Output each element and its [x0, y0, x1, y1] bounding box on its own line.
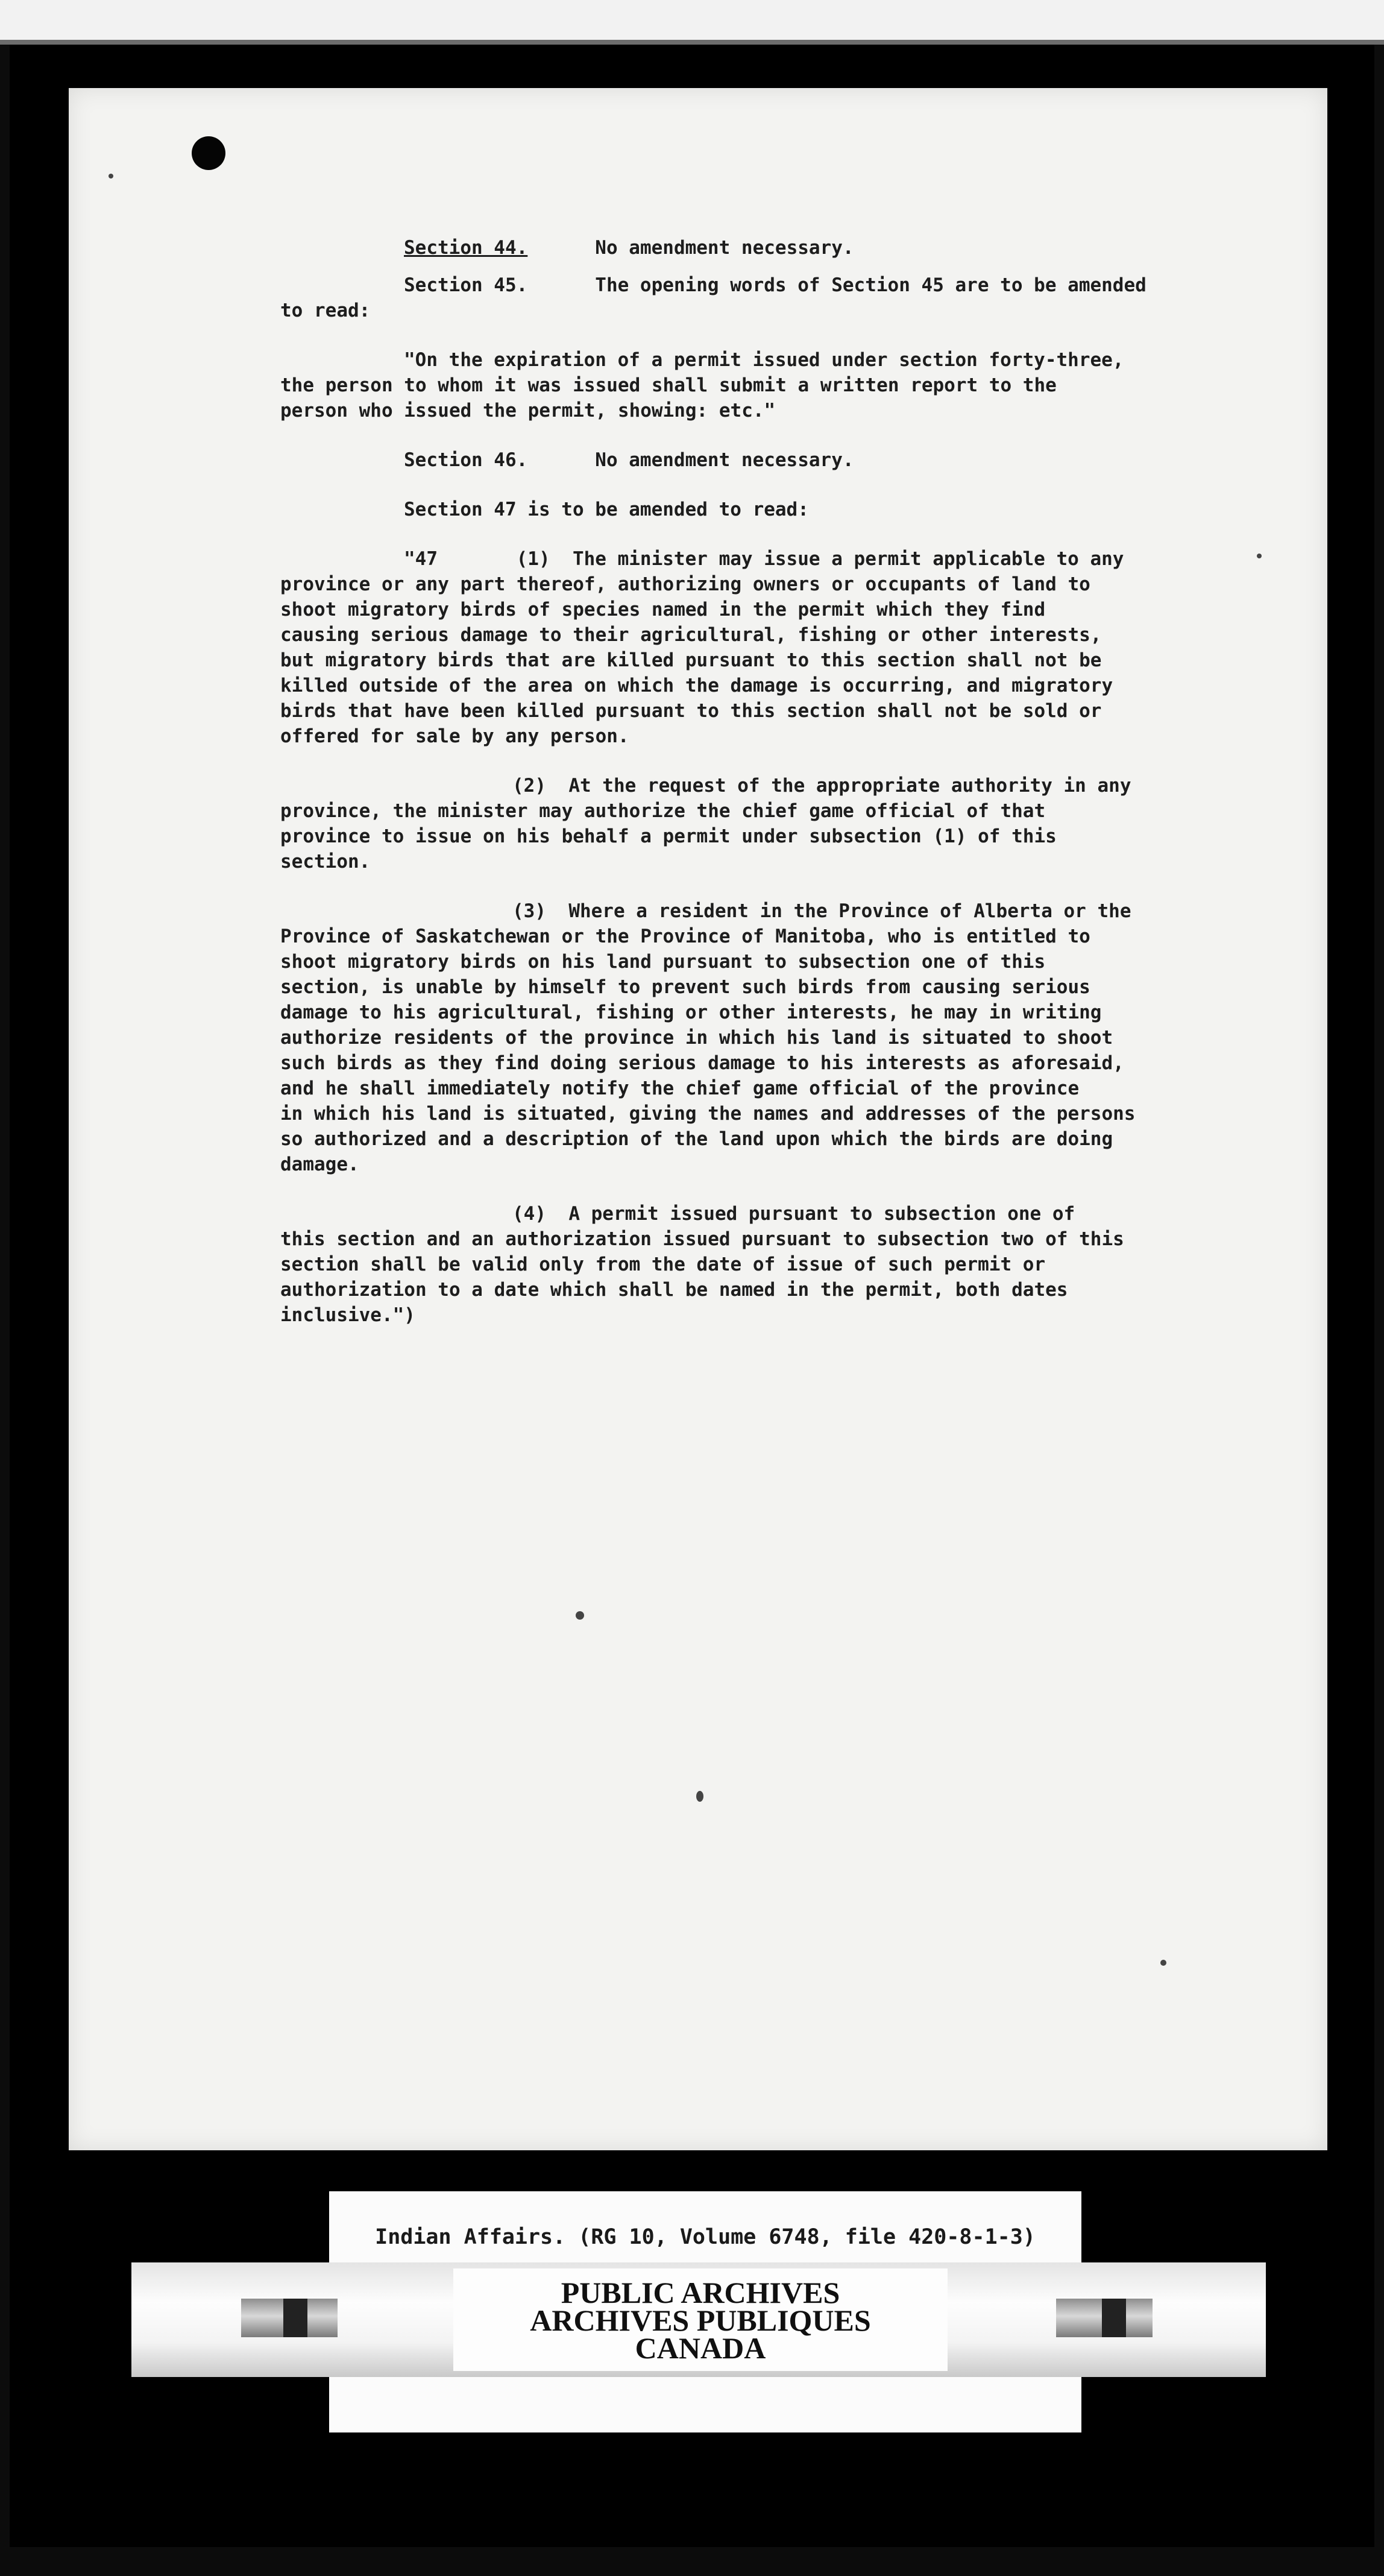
- scan-top-edge: [0, 40, 1384, 45]
- doc-line: "47 (1) The minister may issue a permit applicable to any: [404, 548, 1124, 570]
- film-clip-left-tab: [283, 2299, 307, 2337]
- doc-line: this section and an authorization issued pursuant to subsection two of this: [280, 1228, 1124, 1250]
- doc-line: but migratory birds that are killed pursuant to this section shall not be: [280, 649, 1102, 671]
- doc-line: province to issue on his behalf a permit under subsection (1) of this: [280, 826, 1057, 847]
- doc-line: Province of Saskatchewan or the Province of Manitoba, who is entitled to: [280, 926, 1090, 947]
- doc-line: killed outside of the area on which the damage is occurring, and migratory: [280, 675, 1113, 696]
- doc-line: authorize residents of the province in which his land is situated to shoot: [280, 1027, 1113, 1049]
- doc-line: Section 47 is to be amended to read:: [404, 499, 809, 520]
- document-body: [280, 235, 1221, 1328]
- punch-hole: [192, 136, 225, 170]
- doc-line: to read:: [280, 300, 371, 321]
- section-45-text: Section 45. The opening words of Section 45 are to be amended: [404, 274, 1147, 296]
- doc-line: causing serious damage to their agricultural, fishing or other interests,: [280, 624, 1102, 646]
- scan-speck: [1257, 554, 1262, 558]
- doc-line: in which his land is situated, giving the names and addresses of the persons: [280, 1103, 1136, 1125]
- doc-line: birds that have been killed pursuant to this section shall not be sold or: [280, 700, 1102, 722]
- doc-line: such birds as they find doing serious damage to his interests as aforesaid,: [280, 1052, 1124, 1074]
- doc-line: (2) At the request of the appropriate authority in any: [512, 775, 1131, 797]
- doc-line: Section 46. No amendment necessary.: [404, 449, 854, 471]
- scan-top-strip: [0, 0, 1384, 42]
- doc-line: damage to his agricultural, fishing or other interests, he may in writing: [280, 1002, 1102, 1023]
- doc-line: section, is unable by himself to prevent such birds from causing serious: [280, 976, 1090, 998]
- doc-line: so authorized and a description of the land upon which the birds are doing: [280, 1128, 1113, 1150]
- doc-line: the person to whom it was issued shall submit a written report to the: [280, 374, 1057, 396]
- doc-line: (4) A permit issued pursuant to subsection one of: [512, 1203, 1075, 1225]
- scan-speck: [1160, 1960, 1166, 1966]
- doc-line: authorization to a date which shall be named in the permit, both dates: [280, 1279, 1068, 1301]
- section-44-line: [280, 235, 1221, 260]
- archive-name-en: PUBLIC ARCHIVES: [561, 2276, 840, 2309]
- section-45-line: [157, 273, 1221, 298]
- archive-country: CANADA: [635, 2331, 766, 2365]
- section-heading: Section 44.: [404, 237, 528, 259]
- doc-line: (3) Where a resident in the Province of Alberta or the: [512, 900, 1131, 922]
- archive-name-fr: ARCHIVES PUBLIQUES: [530, 2303, 871, 2337]
- doc-line: person who issued the permit, showing: etc.": [280, 400, 776, 421]
- doc-line: "On the expiration of a permit issued under section forty-three,: [404, 349, 1124, 371]
- scan-speck: [696, 1791, 703, 1802]
- doc-line: province, the minister may authorize the chief game official of that: [280, 800, 1046, 822]
- doc-line: section shall be valid only from the date of issue of such permit or: [280, 1254, 1046, 1275]
- scan-speck: [576, 1611, 584, 1620]
- doc-line: damage.: [280, 1154, 359, 1175]
- doc-line: offered for sale by any person.: [280, 725, 629, 747]
- doc-line: section.: [280, 851, 371, 873]
- doc-line: inclusive."): [280, 1304, 415, 1326]
- archive-citation: Indian Affairs. (RG 10, Volume 6748, file 420-8-1-3): [375, 2225, 1036, 2249]
- scan-speck: [109, 174, 113, 178]
- doc-line: shoot migratory birds on his land pursuant to subsection one of this: [280, 951, 1046, 973]
- film-clip-right-tab: [1102, 2299, 1126, 2337]
- doc-line: shoot migratory birds of species named in the permit which they find: [280, 599, 1046, 620]
- section-44-text: No amendment necessary.: [527, 237, 854, 259]
- doc-line: and he shall immediately notify the chief game official of the province: [280, 1078, 1080, 1099]
- doc-line: province or any part thereof, authorizing owners or occupants of land to: [280, 573, 1090, 595]
